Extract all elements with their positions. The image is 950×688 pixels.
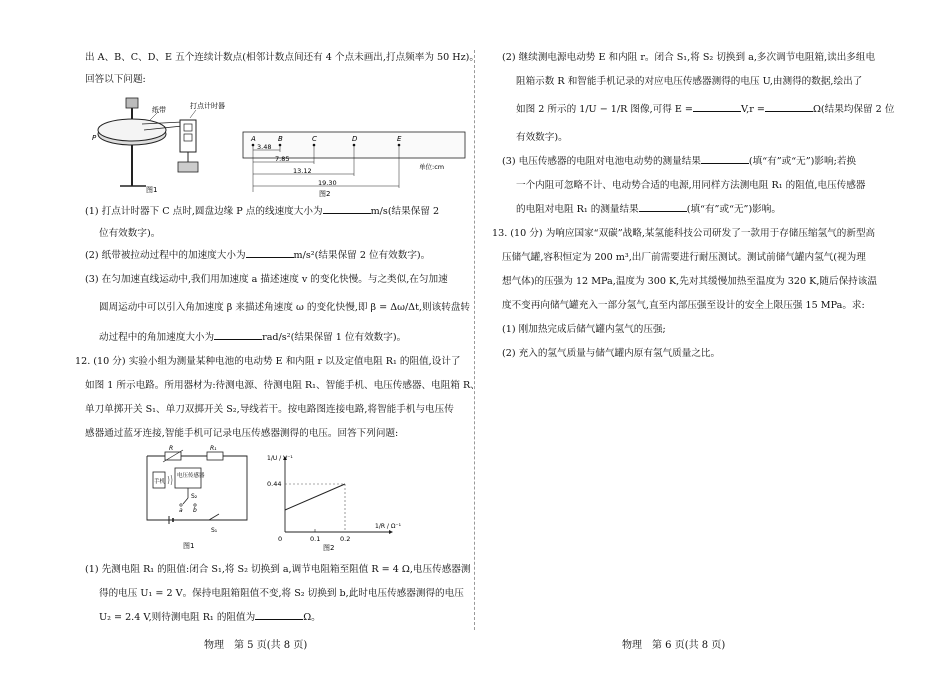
q13-line-d: 度不变再向储气罐充入一部分氢气,直至内部压强至设计的安全上限压强 15 MPa。求: (502, 300, 865, 311)
sensor-label: 电压传感器 (177, 473, 205, 479)
point-d: D (352, 135, 358, 143)
q12-2-line-b: 阻箱示数 R 和智能手机记录的对应电压传感器测得的电压 U,由测得的数据,绘出了 (516, 76, 863, 87)
q12-2-line-c: 如图 2 所示的 1/U − 1/R 图像,可得 E = V,r = Ω(结果均保留 2 位 (516, 100, 894, 120)
intro-line-1: 出 A、B、C、D、E 五个连续计数点(相邻计数点间还有 4 个点未画出,打点频率为 50 Hz)。 (85, 52, 479, 63)
q13-line-c: 想气体)的压强为 12 MPa,温度为 300 K,先对其缓慢加热至温度为 320 K,随后保持该温 (502, 276, 877, 287)
q12-line-d: 感器通过蓝牙连接,智能手机可记录电压传感器测得的电压。回答下列问题: (85, 428, 399, 439)
q11-1-line-a: (1) 打点计时器下 C 点时,圆盘边缘 P 点的线速度大小为 m/s(结果保留 2 (85, 202, 439, 222)
label-timer: 打点计时器 (190, 102, 225, 110)
phone-label: 手机 (154, 479, 166, 485)
answer-blank[interactable] (246, 246, 294, 258)
figure-disk-timer (90, 96, 225, 194)
graph-xtick-1: 0.1 (310, 535, 321, 543)
answer-blank[interactable] (255, 608, 303, 620)
label-p: P (92, 134, 97, 142)
q11-2-line: (2) 纸带被拉动过程中的加速度大小为 m/s²(结果保留 2 位有效数字)。 (85, 246, 430, 266)
dim-ad: 13.12 (293, 167, 312, 175)
unit-label: 单位:cm (419, 163, 445, 171)
figure-circuit (143, 445, 253, 552)
circuit-r1: R₁ (210, 445, 217, 452)
q13-2-line: (2) 充入的氢气质量与储气罐内原有氢气质量之比。 (502, 348, 721, 359)
q12-3-line-a: (3) 电压传感器的电阻对电池电动势的测量结果 (填“有”或“无”)影响;若换 (502, 152, 856, 172)
answer-blank[interactable] (765, 100, 813, 112)
q12-line-c: 单刀单掷开关 S₁、单刀双掷开关 S₂,导线若干。按电路图连接电路,将智能手机与电压传 (85, 404, 454, 415)
dim-ae: 19.30 (318, 179, 337, 187)
q11-1-line-b: 位有效数字)。 (99, 228, 161, 239)
q13-1-line: (1) 刚加热完成后储气罐内氢气的压强; (502, 324, 666, 335)
point-e: E (397, 135, 402, 143)
graph-ytick: 0.44 (267, 480, 282, 488)
q12-2-line-a: (2) 继续测电源电动势 E 和内阻 r。闭合 S₁,将 S₂ 切换到 a,多次调节电阻箱,读出多组电 (502, 52, 876, 63)
q11-3-line-c: 动过程中的角加速度大小为 rad/s²(结果保留 1 位有效数字)。 (99, 328, 406, 348)
q13-line-a: 13. (10 分) 为响应国家“双碳”战略,某氢能科技公司研发了一款用于存储压缩氢气的新型高 (492, 228, 876, 239)
column-divider (474, 50, 475, 630)
q13-line-b: 压储气罐,容积恒定为 200 m³,出厂前需要进行耐压测试。测试前储气罐内氢气(视为理 (502, 252, 866, 263)
s2-label: S₂ (191, 493, 198, 500)
q12-2-line-d: 有效数字)。 (516, 132, 568, 143)
q12-1-line-b: 得的电压 U₁ = 2 V。保持电阻箱阻值不变,将 S₂ 切换到 b,此时电压传感器测得的电压 (99, 588, 464, 599)
dim-ac: 7.85 (275, 155, 290, 163)
figure-tape (243, 124, 465, 198)
footer-right: 物理 第 6 页(共 8 页) (622, 640, 726, 651)
graph-xtick-2: 0.2 (340, 535, 351, 543)
q12-3-line-b: 一个内阻可忽略不计、电动势合适的电源,用同样方法测电阻 R₁ 的阻值,电压传感器 (516, 180, 866, 191)
q11-3-line-b: 圆周运动中可以引入角加速度 β 来描述角速度 ω 的变化快慢,即 β = Δω/Δt,则该转盘转 (99, 302, 470, 313)
q12-line-a: 12. (10 分) 实验小组为测量某种电池的电动势 E 和内阻 r 以及定值电阻 R₁ 的阻值,设计了 (75, 356, 461, 367)
graph-xlabel: 1/R / Ω⁻¹ (375, 523, 402, 530)
answer-blank[interactable] (323, 202, 371, 214)
answer-blank[interactable] (214, 328, 262, 340)
answer-blank[interactable] (701, 152, 749, 164)
q12-1-line-c: U₂ = 2.4 V,则待测电阻 R₁ 的阻值为 Ω。 (99, 608, 321, 628)
answer-blank[interactable] (693, 100, 741, 112)
terminal-b: b (193, 507, 197, 514)
q12-1-line-a: (1) 先测电阻 R₁ 的阻值:闭合 S₁,将 S₂ 切换到 a,调节电阻箱至阻值 R = 4 Ω,电压传感器测 (85, 564, 471, 575)
graph-caption: 图2 (323, 544, 335, 552)
intro-line-2: 回答以下问题: (85, 74, 146, 85)
point-c: C (312, 135, 317, 143)
point-a: A (251, 135, 256, 143)
q12-line-b: 如图 1 所示电路。所用器材为:待测电源、待测电阻 R₁、智能手机、电压传感器、电阻箱 R、 (85, 380, 480, 391)
answer-blank[interactable] (639, 200, 687, 212)
point-b: B (278, 135, 283, 143)
graph-ylabel: 1/U / V⁻¹ (267, 455, 293, 462)
terminal-a: a (179, 507, 183, 514)
footer-left: 物理 第 5 页(共 8 页) (204, 640, 308, 651)
figure-graph (265, 448, 405, 552)
fig1-caption: 图1 (146, 186, 158, 194)
circuit-caption: 图1 (183, 542, 195, 550)
q12-3-line-c: 的电阻对电阻 R₁ 的测量结果 (填“有”或“无”)影响。 (516, 200, 781, 220)
s1-label: S₁ (211, 527, 218, 534)
dim-ab: 3.48 (257, 143, 272, 151)
label-tape: 纸带 (152, 106, 166, 114)
circuit-r: R (169, 445, 174, 452)
fig2-caption: 图2 (319, 190, 331, 198)
graph-origin: 0 (278, 535, 283, 543)
q11-3-line-a: (3) 在匀加速直线运动中,我们用加速度 a 描述速度 v 的变化快慢。与之类似,在匀加速 (85, 274, 448, 285)
